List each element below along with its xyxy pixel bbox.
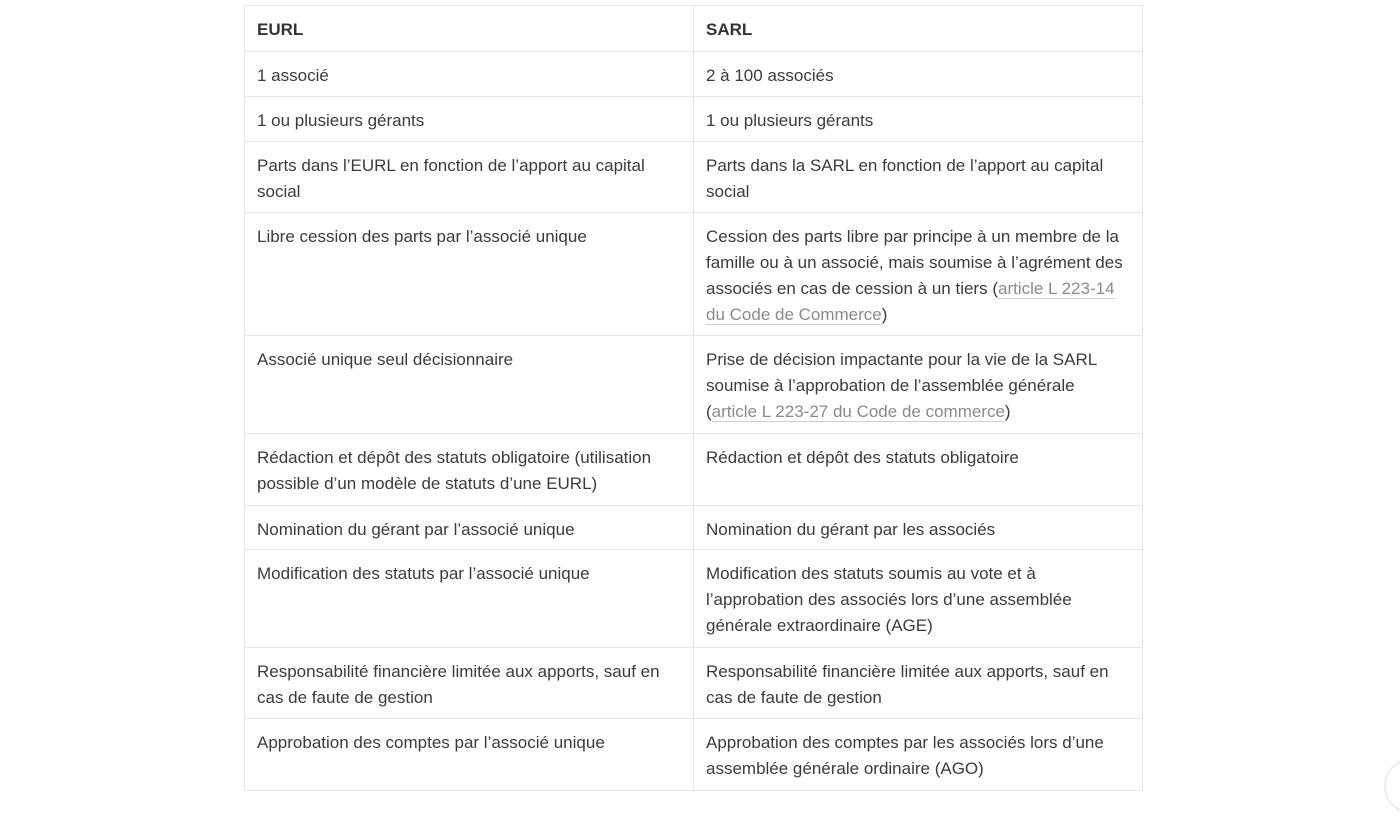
- cell-eurl: 1 associé: [245, 52, 694, 97]
- cell-sarl: [694, 213, 1143, 336]
- cell-sarl: [694, 52, 1143, 97]
- table-row: [245, 506, 1143, 550]
- cell-sarl: [694, 142, 1143, 213]
- table-row: [245, 336, 1143, 434]
- cell-text: 2 à 100 associés: [706, 66, 834, 85]
- cell-sarl: [694, 336, 1143, 434]
- table-row: [245, 52, 1143, 97]
- cell-sarl: [694, 434, 1143, 506]
- cell-eurl: Rédaction et dépôt des statuts obligatoire (utilisation possible d’un modèle de statuts d’une EURL): [245, 434, 694, 506]
- cell-sarl: [694, 550, 1143, 648]
- legal-article-link[interactable]: article L 223-27 du Code de commerce: [711, 402, 1005, 421]
- legal-article-link[interactable]: article L 223-14 du Code de Commerce: [706, 279, 1115, 324]
- header-eurl: EURL: [245, 6, 694, 52]
- cell-eurl: Responsabilité financière limitée aux apports, sauf en cas de faute de gestion: [245, 648, 694, 719]
- cell-text: Approbation des comptes par les associés lors d’une assemblée générale ordinaire (AGO): [706, 733, 1104, 778]
- table-row: [245, 434, 1143, 506]
- cell-sarl: [694, 506, 1143, 550]
- cell-eurl: Approbation des comptes par l’associé unique: [245, 719, 694, 791]
- table-row: [245, 97, 1143, 142]
- cell-text: Cession des parts libre par principe à un membre de la famille ou à un associé, mais soumise à l’agrément des associés en cas de cession à un tiers (: [706, 227, 1123, 298]
- scroll-to-top-button[interactable]: [1384, 758, 1400, 814]
- cell-sarl: [694, 719, 1143, 791]
- cell-eurl: Nomination du gérant par l’associé unique: [245, 506, 694, 550]
- cell-text: Modification des statuts soumis au vote et à l’approbation des associés lors d’une assemblée générale extraordinaire (AGE): [706, 564, 1072, 635]
- cell-text: Prise de décision impactante pour la vie de la SARL soumise à l’approbation de l’assemblée générale (: [706, 350, 1097, 421]
- table-row: [245, 719, 1143, 791]
- cell-text: Rédaction et dépôt des statuts obligatoire: [706, 448, 1019, 467]
- table-row: [245, 550, 1143, 648]
- cell-sarl: [694, 97, 1143, 142]
- table-body: [245, 52, 1143, 791]
- table-row: [245, 213, 1143, 336]
- cell-eurl: Modification des statuts par l’associé unique: [245, 550, 694, 648]
- cell-eurl: Associé unique seul décisionnaire: [245, 336, 694, 434]
- cell-text: 1 ou plusieurs gérants: [706, 111, 874, 130]
- cell-eurl: Libre cession des parts par l’associé unique: [245, 213, 694, 336]
- cell-text: Responsabilité financière limitée aux apports, sauf en cas de faute de gestion: [706, 662, 1109, 707]
- cell-text: Nomination du gérant par les associés: [706, 520, 996, 539]
- cell-text: Parts dans la SARL en fonction de l’apport au capital social: [706, 156, 1104, 201]
- cell-sarl: [694, 648, 1143, 719]
- table-row: [245, 648, 1143, 719]
- cell-text: ): [1004, 402, 1011, 421]
- header-sarl: SARL: [694, 6, 1143, 52]
- cell-text: ): [881, 305, 888, 324]
- cell-eurl: 1 ou plusieurs gérants: [245, 97, 694, 142]
- cell-eurl: Parts dans l’EURL en fonction de l’apport au capital social: [245, 142, 694, 213]
- table-header-row: [245, 6, 1143, 52]
- table-row: [245, 142, 1143, 213]
- eurl-sarl-comparison-table: [244, 5, 1143, 791]
